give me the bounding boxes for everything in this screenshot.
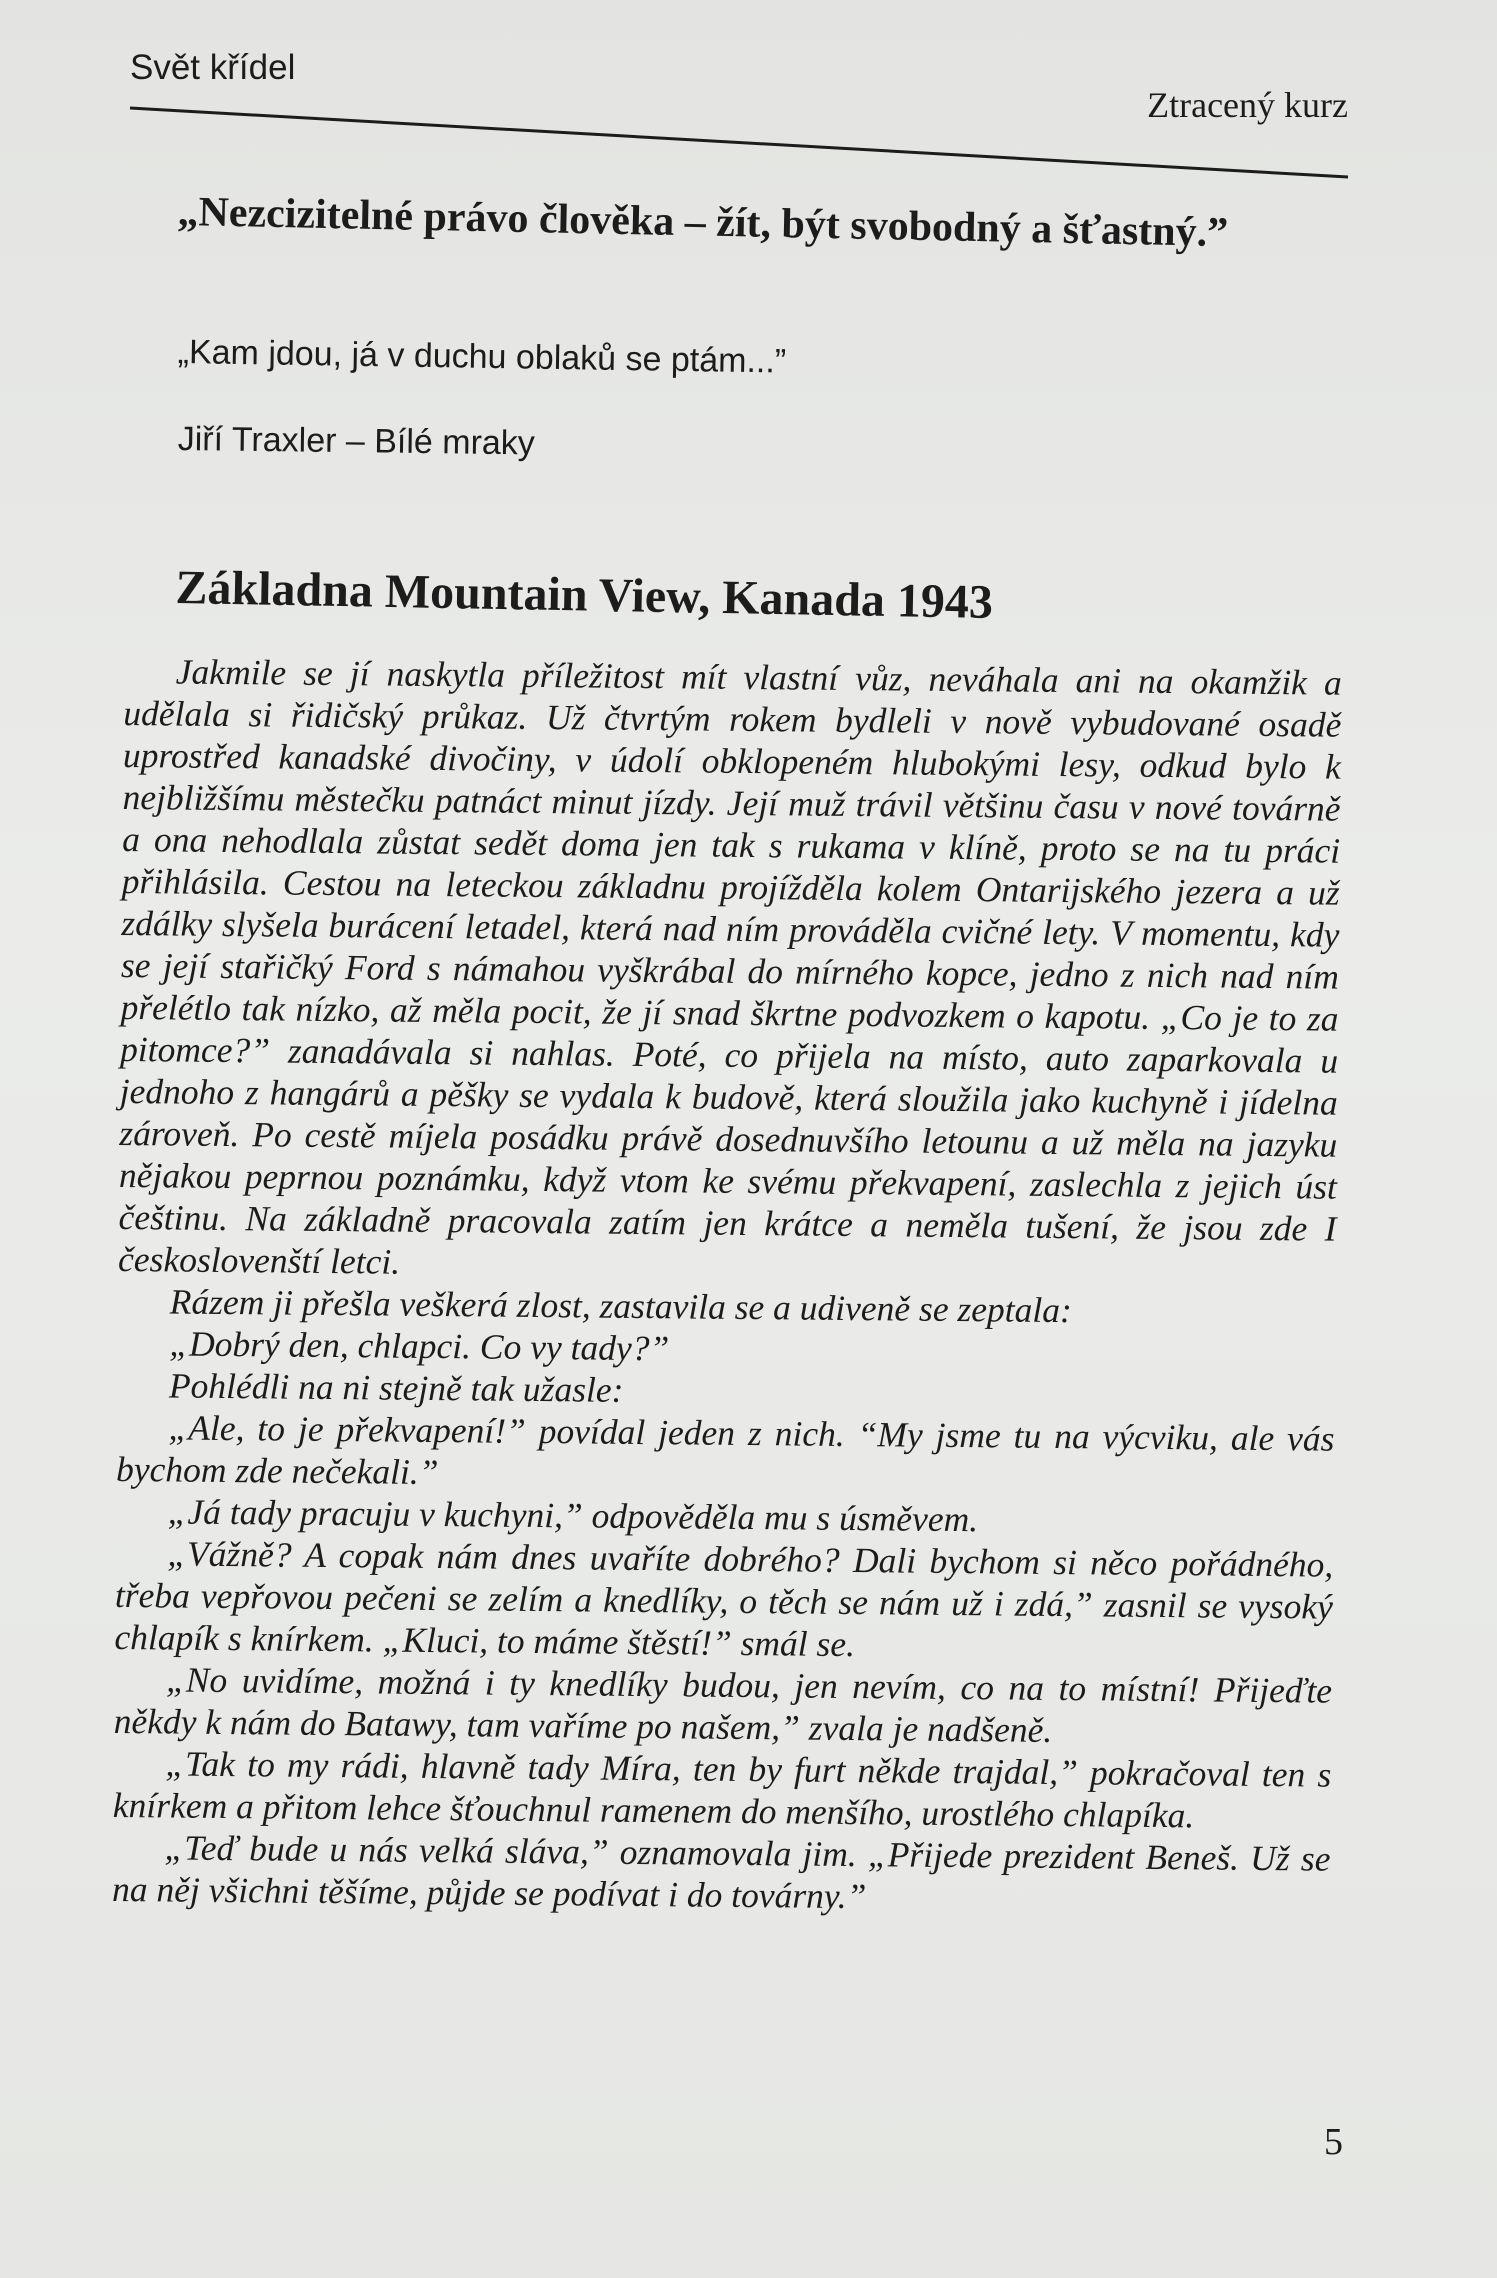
epigraph-quote: „Kam jdou, já v duchu oblaků se ptám...” (177, 333, 787, 381)
paragraph: Pohlédli na ni stejně tak užasle: (168, 1365, 624, 1410)
running-head-rule (130, 98, 1348, 178)
paragraph: „Já tady pracuju v kuchyni,” odpověděla mu s úsměvem. (167, 1491, 979, 1540)
running-head (130, 48, 1348, 128)
paragraph: Jakmile se jí naskytla příležitost mít vlastní vůz, neváhala ani na okamžik a udělala si řidičský průkaz. Už čtvrtým rokem bydleli v nově vybudované osadě uprostřed kanadské divočiny, v údolí obklopeném hlubokými lesy, odkud bylo k nejbližšímu městečku patnáct minut jízdy. Její muž trávil většinu času v nové továrně a ona nehodlala zůstat sedět doma jen tak s rukama v klíně, proto se na tu práci přihlásila. Cestou na leteckou základnu projížděla kolem Ontarijského jezera a už zdálky slyšela burácení letadel, která nad ním prováděla cvičné lety. V momentu, kdy se její stařičký Ford s námahou vyškrábal do mírného kopce, jedno z nich nad ním přelétlo tak nízko, až měla pocit, že jí snad škrtne podvozkem o kapotu. „Co je to za pitomce?” zanadávala si nahlas. Poté, co přijela na místo, auto zaparkovala u jednoho z hangárů a pěšky se vydala k budově, která sloužila jako kuchyně i jídelna zároveň. Po cestě míjela posádku právě dosednuvšího letounu a už měla na jazyku nějakou peprnou poznámku, když vtom ke svému překvapení, zaslechla z jejich úst češtinu. Na základně pracovala zatím jen krátce a neměla tušení, že jsou zde I českoslovenští letci. (117, 651, 1342, 1282)
paragraph: „Vážně? A copak nám dnes uvaříte dobrého? Dali bychom si něco pořádného, třeba vepřovou pečeni se zelím a knedlíky, o těch se nám už i zdá,” zasnil se vysoký chlapík s knírkem. „Kluci, to máme štěstí!” smál se. (114, 1533, 1334, 1665)
running-head-book-title: Svět křídel (130, 48, 296, 87)
paragraph: „Tak to my rádi, hlavně tady Míra, ten by furt někde trajdal,” pokračoval ten s knírkem a přitom lehce šťouchnul ramenem do menšího, urostlého chlapíka. (112, 1743, 1332, 1836)
paragraph: Rázem ji přešla veškerá zlost, zastavila se a udiveně se zeptala: (169, 1281, 1073, 1331)
epigraph-source: Jiří Traxler – Bílé mraky (177, 420, 536, 463)
page-number: 5 (1324, 2121, 1343, 2163)
running-head-chapter-title: Ztracený kurz (1147, 85, 1348, 125)
chapter-motto: „Nezcizitelné právo člověka – žít, být svobodný a šťastný.” (177, 188, 1229, 257)
paragraph: „No uvidíme, možná i ty knedlíky budou, jen nevím, co na to místní! Přijeďte někdy k nám do Batawy, tam vaříme po našem,” zvala je nadšeně. (113, 1659, 1333, 1750)
section-heading: Základna Mountain View, Kanada 1943 (175, 560, 994, 629)
paragraph: „Ale, to je překvapení!” povídal jeden z nich. “My jsme tu na výcviku, ale vás bychom zde nečekali.” (115, 1407, 1335, 1493)
paragraph: „Teď bude u nás velká sláva,” oznamovala jim. „Přijede prezident Beneš. Už se na něj všichni těšíme, půjde se podívat i do továrny.” (111, 1827, 1331, 1917)
paragraph: „Dobrý den, chlapci. Co vy tady?” (169, 1323, 670, 1369)
body-text (112, 650, 1342, 1922)
